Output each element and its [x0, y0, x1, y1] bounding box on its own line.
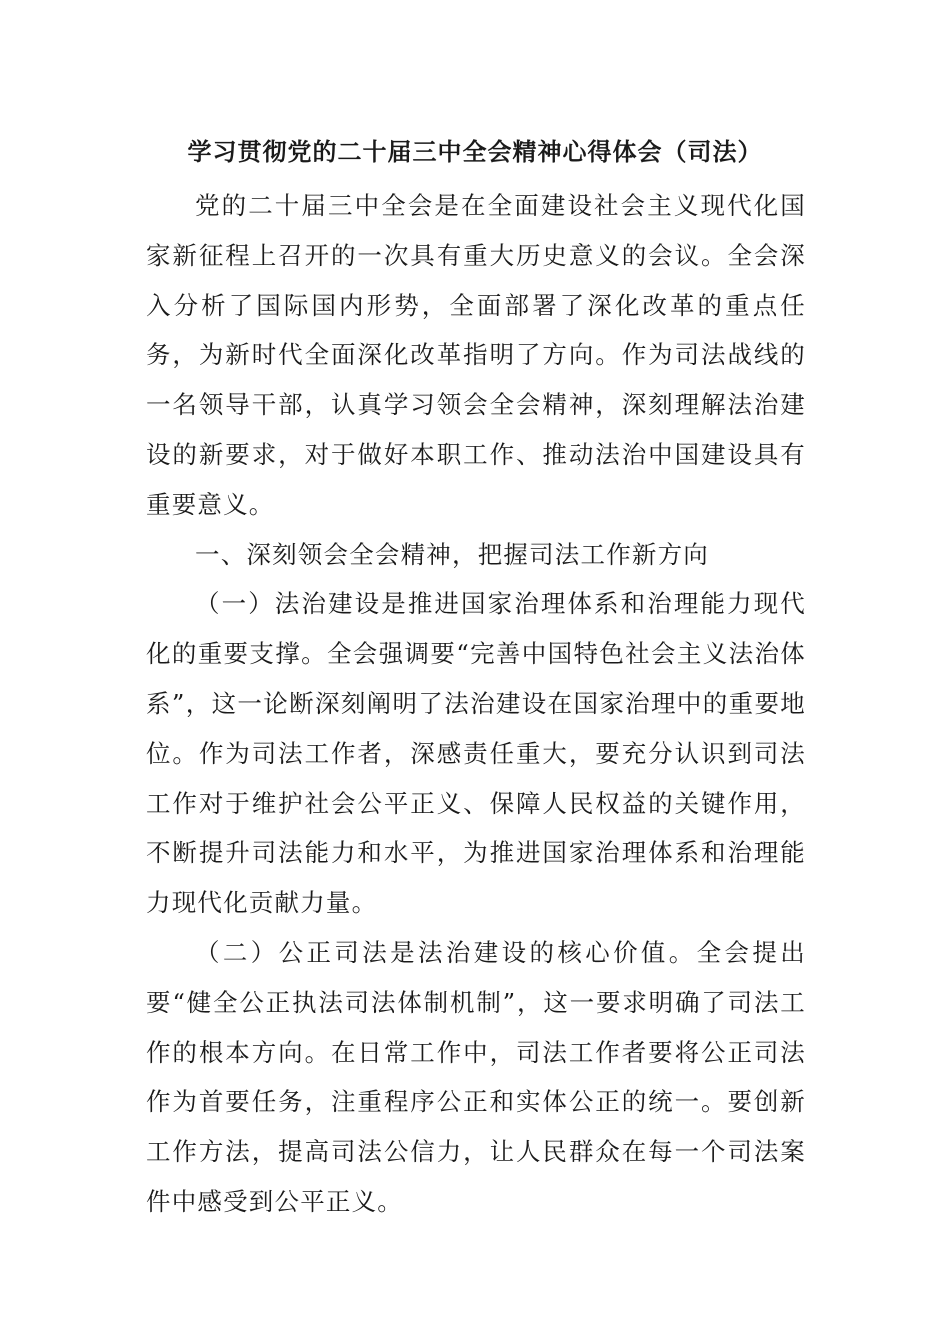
paragraph-point-2: （二）公正司法是法治建设的核心价值。全会提出要“健全公正执法司法体制机制”，这一要求明确了司法工作的根本方向。在日常工作中，司法工作者要将公正司法作为首要任务，注重程序公正和实体公正的统一。要创新工作方法，提高司法公信力，让人民群众在每一个司法案件中感受到公平正义。	[146, 937, 806, 1216]
paragraph-point-1: （一）法治建设是推进国家治理体系和治理能力现代化的重要支撑。全会强调要“完善中国特色社会主义法治体系”，这一论断深刻阐明了法治建设在国家治理中的重要地位。作为司法工作者，深感责任重大，要充分认识到司法工作对于维护社会公平正义、保障人民权益的关键作用，不断提升司法能力和水平，为推进国家治理体系和治理能力现代化贡献力量。	[146, 589, 806, 918]
document-body	[146, 181, 806, 1227]
section-heading-1: 一、深刻领会全会精神，把握司法工作新方向	[195, 539, 709, 569]
document-title: 学习贯彻党的二十届三中全会精神心得体会（司法）	[187, 137, 763, 166]
paragraph-intro: 党的二十届三中全会是在全面建设社会主义现代化国家新征程上召开的一次具有重大历史意义的会议。全会深入分析了国际国内形势，全面部署了深化改革的重点任务，为新时代全面深化改革指明了方向。作为司法战线的一名领导干部，认真学习领会全会精神，深刻理解法治建设的新要求，对于做好本职工作、推动法治中国建设具有重要意义。	[146, 191, 806, 519]
